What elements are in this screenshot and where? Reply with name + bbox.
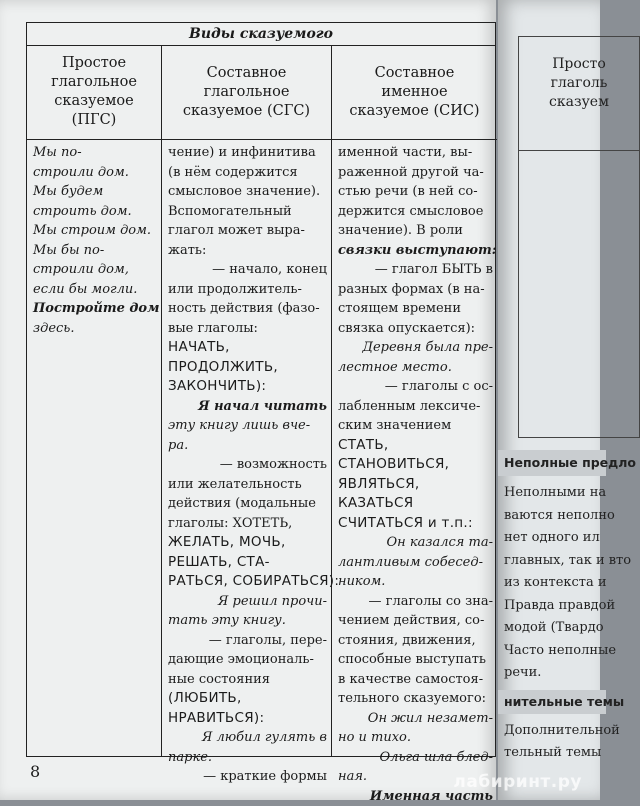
- table-line: способные выступать: [338, 650, 493, 670]
- right-text-line: речи.: [504, 662, 631, 685]
- table-line: эту книгу лишь вче-: [168, 416, 327, 436]
- table-line: в качестве самостоя-: [338, 670, 493, 690]
- table-line: СТАНОВИТЬСЯ,: [338, 455, 493, 475]
- column-header-sis: Составное именное сказуемое (СИС): [332, 45, 497, 140]
- section-heading-themes: нительные темы: [498, 690, 606, 714]
- table-line: Постройте дом: [33, 299, 157, 319]
- table-line: парке.: [168, 748, 327, 768]
- table-line: чение) и инфинитива: [168, 143, 327, 163]
- right-text-line: ваются неполно: [504, 505, 631, 528]
- table-line: — глаголы с ос-: [338, 377, 493, 397]
- table-line: ра.: [168, 436, 327, 456]
- table-line: Мы будем: [33, 182, 157, 202]
- table-line: дающие эмоциональ-: [168, 650, 327, 670]
- predicate-types-table: [26, 22, 496, 757]
- table-line: чением действия, со-: [338, 611, 493, 631]
- table-line: Ольга шла блед-: [338, 748, 493, 768]
- right-text-block: [504, 482, 631, 685]
- table-line: (ЛЮБИТЬ,: [168, 689, 327, 709]
- table-line: значение). В роли: [338, 221, 493, 241]
- right-table-header: Просто глаголь сказуем: [519, 37, 639, 151]
- table-line: связки выступают:: [338, 241, 493, 261]
- table-line: Мы по-: [33, 143, 157, 163]
- table-column-pgs: [27, 45, 162, 756]
- table-line: Я решил прочи-: [168, 592, 327, 612]
- table-line: Я любил гулять в: [168, 728, 327, 748]
- table-line: но и тихо.: [338, 728, 493, 748]
- table-line: НАЧАТЬ,: [168, 338, 327, 358]
- table-line: или продолжитель-: [168, 280, 327, 300]
- table-line: ность действия (фазо-: [168, 299, 327, 319]
- table-line: тать эту книгу.: [168, 611, 327, 631]
- right-text-line: модой (Твардо: [504, 617, 631, 640]
- table-line: (в нём содержится: [168, 163, 327, 183]
- section-heading-incomplete: Неполные предло: [498, 450, 606, 476]
- right-text-line: главных, так и вто: [504, 550, 631, 573]
- table-line: — начало, конец: [168, 260, 327, 280]
- table-line: смысловое значение).: [168, 182, 327, 202]
- table-line: раженной другой ча-: [338, 163, 493, 183]
- table-line: лестное место.: [338, 358, 493, 378]
- column-body-sis: [338, 143, 493, 806]
- right-text-line: Дополнительной: [504, 720, 620, 742]
- table-line: ником.: [338, 572, 493, 592]
- table-line: СТАТЬ,: [338, 436, 493, 456]
- table-title: Виды сказуемого: [27, 23, 495, 46]
- table-line: Мы строим дом.: [33, 221, 157, 241]
- right-text-line: Неполными на: [504, 482, 631, 505]
- table-line: Он жил незамет-: [338, 709, 493, 729]
- right-text-block-2: [504, 720, 620, 764]
- column-body-pgs: [33, 143, 157, 338]
- table-line: РАТЬСЯ, СОБИРАТЬСЯ):: [168, 572, 327, 592]
- right-table-fragment: [518, 36, 640, 438]
- right-text-line: тельный темы: [504, 742, 620, 764]
- table-line: стью речи (в ней со-: [338, 182, 493, 202]
- table-line: КАЗАТЬСЯ: [338, 494, 493, 514]
- table-line: именной части, вы-: [338, 143, 493, 163]
- table-line: ные состояния: [168, 670, 327, 690]
- table-line: ПРОДОЛЖИТЬ,: [168, 358, 327, 378]
- table-column-sgs: [162, 45, 332, 756]
- table-line: разных формах (в на-: [338, 280, 493, 300]
- table-line: строили дом.: [33, 163, 157, 183]
- table-line: — глаголы, пере-: [168, 631, 327, 651]
- table-line: глаголы: ХОТЕТЬ,: [168, 514, 327, 534]
- right-text-line: Часто неполные: [504, 640, 631, 663]
- table-line: РЕШАТЬ, СТА-: [168, 553, 327, 573]
- table-line: Деревня была пре-: [338, 338, 493, 358]
- table-line: действия (модальные: [168, 494, 327, 514]
- table-line: стоящем времени: [338, 299, 493, 319]
- right-text-line: из контекста и: [504, 572, 631, 595]
- table-line: держится смысловое: [338, 202, 493, 222]
- table-line: — краткие формы: [168, 767, 327, 787]
- right-text-line: нет одного ил: [504, 527, 631, 550]
- table-line: стояния, движения,: [338, 631, 493, 651]
- table-line: Он казался та-: [338, 533, 493, 553]
- table-line: Мы бы по-: [33, 241, 157, 261]
- table-line: лантливым собесед-: [338, 553, 493, 573]
- table-line: Я начал читать: [168, 397, 327, 417]
- book-page-right: [498, 0, 600, 800]
- table-line: ная.: [338, 767, 493, 787]
- column-header-pgs: Простое глагольное сказуемое (ПГС): [27, 45, 161, 140]
- table-line: строили дом,: [33, 260, 157, 280]
- table-line: — глагол БЫТЬ в: [338, 260, 493, 280]
- table-line: — возможность: [168, 455, 327, 475]
- table-line: ЗАКОНЧИТЬ):: [168, 377, 327, 397]
- page-number: 8: [30, 762, 40, 781]
- table-line: строить дом.: [33, 202, 157, 222]
- table-line: жать:: [168, 241, 327, 261]
- table-line: глагол может выра-: [168, 221, 327, 241]
- table-line: ЯВЛЯТЬСЯ,: [338, 475, 493, 495]
- table-line: НРАВИТЬСЯ):: [168, 709, 327, 729]
- table-column-sis: [332, 45, 497, 756]
- watermark-logo: лабиринт.ру: [453, 772, 582, 792]
- table-line: тельного сказуемого:: [338, 689, 493, 709]
- column-body-sgs: [168, 143, 327, 787]
- table-line: или желательность: [168, 475, 327, 495]
- table-line: если бы могли.: [33, 280, 157, 300]
- table-line: Вспомогательный: [168, 202, 327, 222]
- table-line: здесь.: [33, 319, 157, 339]
- column-header-sgs: Составное глагольное сказуемое (СГС): [162, 45, 331, 140]
- table-line: СЧИТАТЬСЯ и т.п.:: [338, 514, 493, 534]
- table-line: ЖЕЛАТЬ, МОЧЬ,: [168, 533, 327, 553]
- table-line: — глаголы со зна-: [338, 592, 493, 612]
- table-line: ским значением: [338, 416, 493, 436]
- table-line: связка опускается):: [338, 319, 493, 339]
- table-line: Именная часть: [338, 787, 493, 806]
- table-line: лабленным лексиче-: [338, 397, 493, 417]
- right-text-line: Правда правдой: [504, 595, 631, 618]
- table-line: вые глаголы:: [168, 319, 327, 339]
